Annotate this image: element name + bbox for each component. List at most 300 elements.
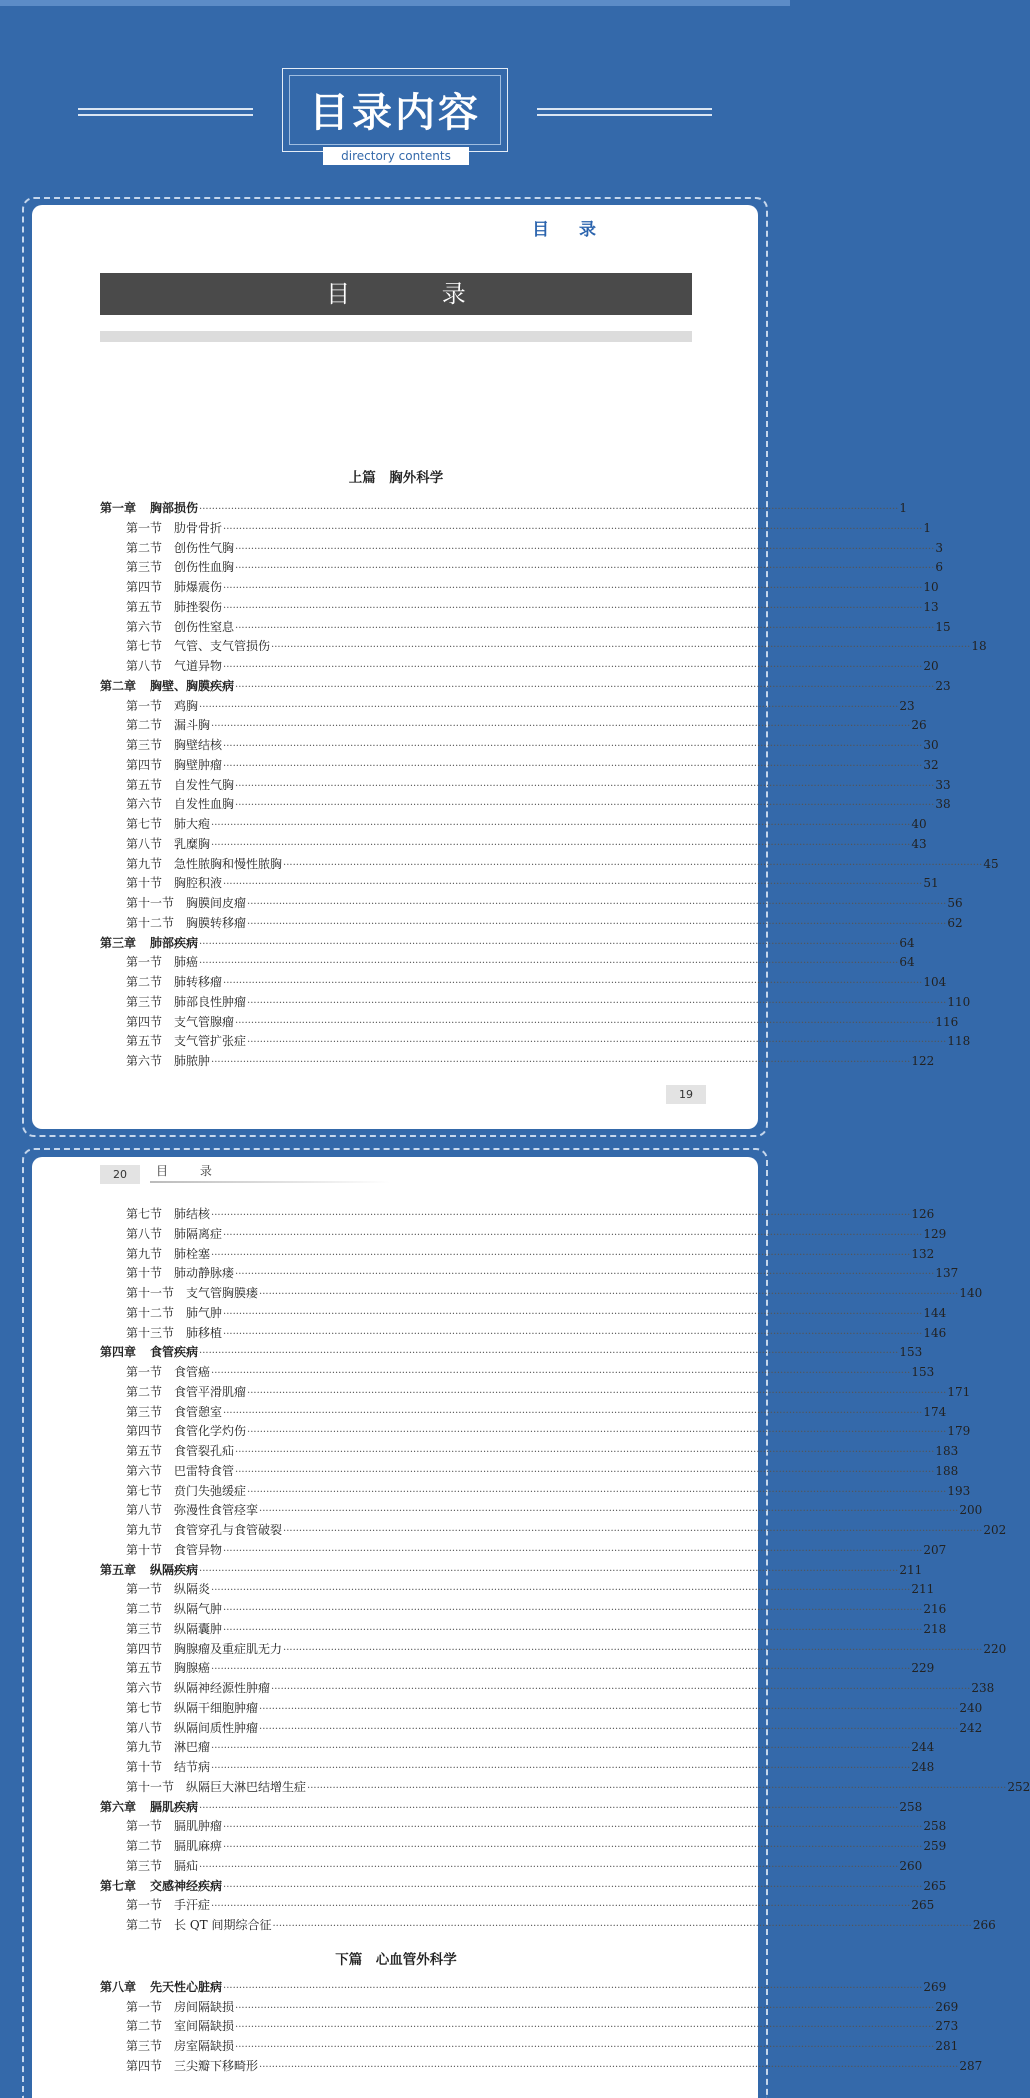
- toc-section-row[interactable]: [100, 1383, 971, 1403]
- toc-entry-label: [100, 1284, 258, 1304]
- toc-entry-title: 食管癌: [174, 1365, 211, 1379]
- toc-entry-title: 弥漫性食管痉挛: [174, 1503, 259, 1518]
- toc-entry-title: 肺脓肿: [174, 1054, 211, 1068]
- toc-entry-title: 肺动静脉瘘: [174, 1266, 235, 1281]
- toc-leader-dots: ····························································································································································································································: [247, 899, 947, 910]
- toc-section-row[interactable]: [100, 1284, 983, 1304]
- toc-page-number: 45: [983, 856, 999, 871]
- toc-entry-label: [100, 1245, 210, 1265]
- toc-entry-title: 淋巴瘤: [174, 1740, 211, 1755]
- toc-entry-number: 第一章: [100, 501, 137, 515]
- toc-page-number: 51: [923, 876, 939, 891]
- toc-page-number: 18: [971, 639, 987, 654]
- toc-entry-label: [100, 1659, 210, 1679]
- toc-section-row[interactable]: [100, 1013, 959, 1033]
- toc-leader-dots: ····························································································································································································································: [199, 938, 899, 950]
- toc-section-row[interactable]: [100, 1679, 995, 1699]
- toc-section-row[interactable]: [100, 1541, 947, 1561]
- toc-entry-number: 第七节: [126, 817, 163, 831]
- toc-entry-label: [100, 1541, 222, 1561]
- toc-entry-title: 肺气肿: [186, 1305, 223, 1320]
- toc-entry-title: 支气管胸膜瘘: [186, 1286, 259, 1300]
- toc-section-row[interactable]: [100, 1857, 923, 1877]
- toc-entry-title: 肺挫裂伤: [174, 599, 223, 614]
- toc-entry-title: 纵隔间质性肿瘤: [174, 1720, 259, 1735]
- toc-entry-label: [100, 855, 282, 875]
- toc-section-row[interactable]: [100, 953, 915, 973]
- toc-page-number: 10: [923, 580, 939, 594]
- toc-entry-title: 乳糜胸: [174, 836, 211, 851]
- toc-section-row[interactable]: [100, 1363, 935, 1383]
- toc-entry-label: [100, 1032, 246, 1052]
- toc-page-number: 43: [911, 836, 927, 851]
- toc-page-number: 211: [911, 1582, 935, 1597]
- toc-page-number: 269: [935, 1999, 959, 2014]
- toc-chapter-row[interactable]: [100, 1798, 923, 1818]
- banner-title-frame: [282, 68, 508, 163]
- toc-section-row[interactable]: [100, 835, 927, 855]
- toc-entry-number: 第五节: [126, 1661, 163, 1676]
- toc-page-number: 265: [923, 1878, 947, 1893]
- toc-entry-number: 第二章: [100, 678, 137, 693]
- toc-entry-label: [100, 973, 222, 993]
- toc-entry-title: 纵隔干细胞肿瘤: [174, 1700, 259, 1715]
- toc-section-row[interactable]: [100, 2037, 959, 2057]
- toc-page-number: 15: [935, 619, 951, 634]
- toc-page-number: 32: [923, 757, 939, 772]
- toc-entry-label: [100, 1896, 210, 1916]
- toc-section-row[interactable]: [100, 1817, 947, 1837]
- toc-page-number: 64: [899, 935, 915, 950]
- page-number: 20: [100, 1165, 140, 1184]
- toc-leader-dots: ····························································································································································································································: [223, 1328, 923, 1340]
- toc-entry-title: 胸壁、胸膜疾病: [150, 678, 235, 693]
- toc-entry-title: 气管、支气管损伤: [174, 639, 271, 654]
- toc-entry-label: [100, 1798, 198, 1818]
- toc-entry-label: [100, 716, 210, 736]
- toc-entry-label: [100, 1501, 258, 1521]
- toc-entry-title: 纵隔巨大淋巴结增生症: [186, 1779, 307, 1794]
- toc-page-number: 23: [899, 698, 915, 713]
- toc-leader-dots: ····························································································································································································································: [223, 741, 923, 752]
- toc-entry-title: 纵隔神经源性肿瘤: [174, 1681, 271, 1695]
- toc-entry-title: 肺转移瘤: [174, 975, 223, 989]
- toc-section-row[interactable]: [100, 697, 915, 717]
- toc-section-row[interactable]: [100, 1758, 935, 1778]
- toc-entry-number: 第四节: [126, 580, 163, 594]
- toc-entry-number: 第一节: [126, 520, 163, 535]
- toc-entry-label: [100, 1383, 246, 1403]
- toc-entry-label: [100, 637, 270, 657]
- toc-section-row[interactable]: [100, 1304, 947, 1324]
- toc-leader-dots: ····························································································································································································································: [211, 820, 911, 831]
- toc-chapter-row[interactable]: [100, 1978, 947, 1998]
- toc-entry-title: 手汗症: [174, 1898, 211, 1913]
- toc-entry-title: 支气管腺瘤: [174, 1014, 235, 1029]
- toc-entry-number: 第六节: [126, 1681, 163, 1695]
- toc-entry-title: 肺部疾病: [150, 935, 199, 950]
- toc-section-row[interactable]: [100, 1205, 935, 1225]
- toc-entry-number: 第八节: [126, 1720, 163, 1735]
- toc-entry-label: [100, 2057, 258, 2077]
- toc-part-heading: 上篇 胸外科学: [348, 470, 444, 486]
- toc-section-row[interactable]: [100, 1442, 959, 1462]
- toc-entry-title: 鸡胸: [174, 698, 199, 713]
- toc-page-number: 3: [935, 540, 943, 555]
- toc-page-number: 242: [959, 1720, 983, 1735]
- toc-entry-label: [100, 914, 246, 934]
- toc-section-row[interactable]: [100, 1462, 959, 1482]
- toc-entry-label: [100, 1837, 222, 1857]
- toc-page-number: 179: [947, 1424, 971, 1439]
- toc-entry-title: 纵隔疾病: [150, 1562, 199, 1577]
- toc-entry-title: 三尖瓣下移畸形: [174, 2058, 259, 2073]
- toc-section-row[interactable]: [100, 1225, 947, 1245]
- toc-entry-label: [100, 618, 234, 638]
- toc-entry-label: [100, 1304, 222, 1324]
- toc-entry-number: 第一节: [126, 698, 163, 713]
- toc-entry-label: [100, 578, 222, 598]
- toc-chapter-row[interactable]: [100, 1877, 947, 1897]
- toc-entry-title: 交感神经疾病: [150, 1878, 223, 1893]
- toc-page-number: 137: [935, 1266, 959, 1281]
- toc-section-row[interactable]: [100, 1052, 935, 1072]
- toc-entry-number: 第十三节: [126, 1325, 175, 1340]
- toc-leader-dots: ····························································································································································································································: [223, 602, 923, 614]
- page-corner-label: 目 录: [532, 220, 608, 240]
- toc-entry-label: [100, 1817, 222, 1837]
- toc-entry-label: [100, 953, 198, 973]
- toc-page-number: 238: [971, 1681, 995, 1695]
- toc-section-row[interactable]: [100, 578, 939, 598]
- toc-page-number: 64: [899, 955, 915, 970]
- toc-section-row[interactable]: [100, 2017, 959, 2037]
- toc-leader-dots: ····························································································································································································································: [247, 1427, 947, 1439]
- toc-section-row[interactable]: [100, 815, 927, 835]
- toc-entry-title: 创伤性血胸: [174, 560, 235, 575]
- top-strip: [0, 0, 790, 6]
- toc-section-row[interactable]: [100, 1620, 947, 1640]
- toc-entry-number: 第七节: [126, 1700, 163, 1715]
- toc-section-row[interactable]: [100, 736, 939, 756]
- toc-entry-number: 第一节: [126, 1582, 163, 1597]
- toc-leader-dots: ····························································································································································································································: [223, 760, 923, 772]
- toc-section-row[interactable]: [100, 716, 927, 736]
- toc-page-number: 258: [923, 1819, 947, 1834]
- toc-entry-title: 支气管扩张症: [174, 1034, 247, 1049]
- toc-page-number: 218: [923, 1621, 947, 1636]
- running-header-rule: [150, 1181, 390, 1183]
- toc-leader-dots: ····························································································································································································································: [211, 1743, 911, 1755]
- toc-leader-dots: ····························································································································································································································: [223, 1624, 923, 1636]
- toc-section-row[interactable]: [100, 1738, 935, 1758]
- toc-entry-number: 第十一节: [126, 896, 175, 910]
- toc-section-row[interactable]: [100, 1245, 935, 1265]
- toc-entry-label: [100, 776, 234, 796]
- toc-entry-number: 第三节: [126, 1858, 163, 1873]
- toc-entry-label: [100, 993, 246, 1013]
- toc-section-row[interactable]: [100, 1032, 971, 1052]
- toc-section-row[interactable]: [100, 914, 963, 934]
- toc-entry-number: 第六章: [100, 1799, 137, 1814]
- toc-section-row[interactable]: [100, 598, 939, 618]
- toc-section-row[interactable]: [100, 1521, 1007, 1541]
- toc-leader-dots: ····························································································································································································································: [235, 1466, 935, 1478]
- toc-entry-number: 第七节: [126, 1207, 163, 1221]
- toc-page-number: 40: [911, 817, 927, 831]
- toc-entry-label: [100, 1225, 222, 1245]
- toc-section-row[interactable]: [100, 1324, 947, 1344]
- toc-leader-dots: ····························································································································································································································: [223, 978, 923, 989]
- toc-entry-number: 第二节: [126, 1839, 163, 1853]
- toc-section-row[interactable]: [100, 1501, 983, 1521]
- toc-section-row[interactable]: [100, 2057, 983, 2077]
- toc-entry-title: 肺大疱: [174, 817, 211, 831]
- toc-section-row[interactable]: [100, 1699, 983, 1719]
- toc-entry-number: 第三节: [126, 1404, 163, 1419]
- toc-entry-title: 漏斗胸: [174, 718, 211, 733]
- toc-entry-number: 第八章: [100, 1979, 137, 1994]
- toc-section-row[interactable]: [100, 519, 931, 539]
- toc-section-row[interactable]: [100, 1719, 983, 1739]
- toc-entry-label: [100, 1580, 210, 1600]
- toc-chapter-row[interactable]: [100, 934, 915, 954]
- toc-entry-number: 第十节: [126, 1266, 163, 1281]
- toc-entry-title: 胸壁肿瘤: [174, 757, 223, 772]
- toc-entry-number: 第二节: [126, 2019, 163, 2034]
- toc-leader-dots: ····························································································································································································································: [199, 1348, 899, 1360]
- toc-entry-title: 创伤性窒息: [174, 619, 235, 634]
- toc-entry-title: 胸膜转移瘤: [186, 915, 247, 930]
- toc-chapter-row[interactable]: [100, 1561, 923, 1581]
- toc-entry-number: 第八节: [126, 1503, 163, 1518]
- toc-entry-label: [100, 756, 222, 776]
- toc-entry-title: 食管穿孔与食管破裂: [174, 1523, 283, 1537]
- toc-section-row[interactable]: [100, 1837, 947, 1857]
- toc-entry-number: 第八节: [126, 1226, 163, 1241]
- toc-entry-number: 第四节: [126, 1641, 163, 1656]
- toc-entry-number: 第一节: [126, 1819, 163, 1834]
- toc-entry-title: 先天性心脏病: [150, 1979, 223, 1994]
- toc-entry-number: 第四章: [100, 1345, 137, 1360]
- toc-entry-number: 第二节: [126, 1384, 163, 1399]
- toc-page-number: 62: [947, 915, 963, 930]
- toc-section-row[interactable]: [100, 855, 999, 875]
- toc-list: [100, 465, 999, 1072]
- toc-chapter-row[interactable]: [100, 499, 907, 519]
- toc-page-number: 240: [959, 1700, 983, 1715]
- toc-page-number: 1: [899, 501, 907, 515]
- toc-section-row[interactable]: [100, 776, 951, 796]
- toc-page-number: 258: [899, 1799, 923, 1814]
- toc-section-row[interactable]: [100, 637, 987, 657]
- toc-section-row[interactable]: [100, 973, 947, 993]
- toc-section-row[interactable]: [100, 1998, 959, 2018]
- toc-page-number: 23: [935, 678, 951, 693]
- toc-page-number: 265: [911, 1898, 935, 1913]
- toc-leader-dots: ····························································································································································································································: [272, 1921, 972, 1932]
- toc-section-row[interactable]: [100, 795, 951, 815]
- toc-entry-number: 第七节: [126, 639, 163, 654]
- toc-section-row[interactable]: [100, 874, 939, 894]
- toc-entry-number: 第三节: [126, 1621, 163, 1636]
- toc-section-row[interactable]: [100, 1896, 935, 1916]
- toc-entry-label: [100, 499, 198, 519]
- toc-entry-label: [100, 1343, 198, 1363]
- toc-entry-title: 长 QT 间期综合征: [174, 1918, 272, 1932]
- toc-entry-number: 第六节: [126, 1463, 163, 1478]
- toc-leader-dots: ····························································································································································································································: [247, 997, 947, 1009]
- toc-entry-label: [100, 1052, 210, 1072]
- toc-entry-label: [100, 1640, 282, 1660]
- toc-entry-title: 食管裂孔疝: [174, 1444, 235, 1458]
- toc-entry-label: [100, 1916, 272, 1936]
- toc-section-row[interactable]: [100, 1916, 996, 1936]
- toc-entry-title: 肺结核: [174, 1207, 211, 1221]
- toc-entry-number: 第三章: [100, 935, 137, 950]
- toc-entry-number: 第六节: [126, 797, 163, 812]
- toc-page-number: 174: [923, 1404, 947, 1419]
- toc-section-row[interactable]: [100, 894, 963, 914]
- toc-entry-title: 胸壁结核: [174, 738, 223, 752]
- toc-chapter-row[interactable]: [100, 677, 951, 697]
- toc-leader-dots: ····························································································································································································································: [211, 1249, 911, 1261]
- toc-section-row[interactable]: [100, 558, 943, 578]
- toc-page-number: 171: [947, 1384, 971, 1399]
- toc-entry-number: 第十一节: [126, 1779, 175, 1794]
- toc-entry-label: [100, 1442, 234, 1462]
- toc-page-number: 183: [935, 1444, 959, 1458]
- toc-title-bar: 目 录: [100, 273, 692, 315]
- toc-section-row[interactable]: [100, 1580, 935, 1600]
- toc-entry-number: 第十一节: [126, 1286, 175, 1300]
- toc-leader-dots: ····························································································································································································································: [259, 2061, 959, 2073]
- toc-entry-label: [100, 1778, 306, 1798]
- toc-entry-title: 食管平滑肌瘤: [174, 1384, 247, 1399]
- toc-leader-dots: ····························································································································································································································: [235, 800, 935, 812]
- toc-entry-label: [100, 677, 234, 697]
- toc-leader-dots: ····························································································································································································································: [247, 918, 947, 930]
- toc-entry-number: 第三节: [126, 2039, 163, 2053]
- toc-section-row[interactable]: [100, 1482, 971, 1502]
- toc-entry-label: [100, 2037, 234, 2057]
- toc-leader-dots: ····························································································································································································································: [223, 1605, 923, 1616]
- toc-page-number: 30: [923, 738, 939, 752]
- toc-page-number: 269: [923, 1979, 947, 1994]
- toc-leader-dots: ····························································································································································································································: [199, 1802, 899, 1814]
- toc-entry-number: 第一节: [126, 955, 163, 970]
- toc-section-row[interactable]: [100, 1640, 1007, 1660]
- toc-entry-number: 第十节: [126, 876, 163, 891]
- toc-entry-number: 第五节: [126, 777, 163, 792]
- toc-entry-number: 第三节: [126, 994, 163, 1009]
- toc-entry-label: [100, 1738, 210, 1758]
- toc-leader-dots: ····························································································································································································································: [223, 1407, 923, 1419]
- toc-entry-title: 食管化学灼伤: [174, 1424, 247, 1439]
- toc-section-row[interactable]: [100, 1422, 971, 1442]
- toc-entry-number: 第七章: [100, 1878, 137, 1893]
- toc-page-number: 248: [911, 1760, 935, 1774]
- toc-entry-label: [100, 1758, 210, 1778]
- header-banner: [0, 60, 790, 170]
- toc-entry-title: 膈肌麻痹: [174, 1839, 223, 1853]
- toc-section-row[interactable]: [100, 1600, 947, 1620]
- toc-page-number: 193: [947, 1483, 971, 1498]
- toc-entry-title: 肺栓塞: [174, 1246, 211, 1261]
- toc-section-row[interactable]: [100, 1659, 935, 1679]
- toc-entry-number: 第五章: [100, 1562, 137, 1577]
- toc-entry-title: 食管异物: [174, 1542, 223, 1557]
- toc-section-row[interactable]: [100, 1403, 947, 1423]
- toc-entry-label: [100, 1877, 222, 1897]
- toc-page-number: 104: [923, 975, 947, 989]
- toc-section-row[interactable]: [100, 657, 939, 677]
- toc-leader-dots: ····························································································································································································································: [235, 1447, 935, 1458]
- toc-chapter-row[interactable]: [100, 1343, 923, 1363]
- toc-entry-label: [100, 1521, 282, 1541]
- toc-entry-number: 第一节: [126, 1365, 163, 1379]
- toc-entry-number: 第一节: [126, 1999, 163, 2014]
- toc-entry-label: [100, 1620, 222, 1640]
- toc-entry-title: 胸部损伤: [150, 501, 199, 515]
- toc-entry-label: [100, 795, 234, 815]
- toc-entry-number: 第四节: [126, 1014, 163, 1029]
- toc-entry-title: 纵隔气肿: [174, 1602, 223, 1616]
- banner-subtitle: directory contents: [323, 147, 469, 165]
- toc-entry-label: [100, 1600, 222, 1620]
- running-header: 目 录: [156, 1164, 226, 1178]
- toc-section-row[interactable]: [100, 539, 943, 559]
- toc-entry-label: [100, 1482, 246, 1502]
- toc-entry-title: 膈疝: [174, 1858, 199, 1873]
- toc-page-number: 211: [899, 1562, 923, 1577]
- toc-leader-dots: ····························································································································································································································: [223, 879, 923, 891]
- toc-leader-dots: ····························································································································································································································: [271, 642, 971, 654]
- toc-entry-title: 胸腔积液: [174, 876, 223, 891]
- toc-leader-dots: ····························································································································································································································: [211, 839, 911, 851]
- toc-entry-title: 纵隔囊肿: [174, 1621, 223, 1636]
- toc-leader-dots: ····························································································································································································································: [283, 1644, 983, 1656]
- toc-section-row[interactable]: [100, 1778, 1030, 1798]
- toc-section-row[interactable]: [100, 993, 971, 1013]
- toc-page-number: 6: [935, 560, 943, 575]
- toc-page-number: 26: [911, 718, 927, 733]
- toc-entry-number: 第六节: [126, 1054, 163, 1068]
- toc-entry-label: [100, 1403, 222, 1423]
- toc-page-number: 33: [935, 777, 951, 792]
- toc-entry-number: 第三节: [126, 560, 163, 575]
- toc-leader-dots: ····························································································································································································································: [283, 859, 983, 871]
- toc-section-row[interactable]: [100, 756, 939, 776]
- toc-leader-dots: ····························································································································································································································: [223, 1881, 923, 1893]
- page-number: 19: [666, 1085, 706, 1104]
- toc-page-number: 252: [1007, 1779, 1030, 1794]
- toc-entry-number: 第二节: [126, 540, 163, 555]
- toc-section-row[interactable]: [100, 1264, 959, 1284]
- toc-page-number: 116: [935, 1014, 959, 1029]
- toc-entry-number: 第十二节: [126, 1305, 175, 1320]
- toc-leader-dots: ····························································································································································································································: [235, 2022, 935, 2034]
- toc-leader-dots: ····························································································································································································································: [235, 622, 935, 634]
- toc-entry-label: [100, 558, 234, 578]
- toc-entry-title: 食管憩室: [174, 1404, 223, 1419]
- toc-leader-dots: ····························································································································································································································: [259, 1506, 959, 1518]
- toc-entry-label: [100, 539, 234, 559]
- toc-section-row[interactable]: [100, 618, 951, 638]
- banner-right-rule: [537, 108, 712, 116]
- toc-entry-number: 第二节: [126, 975, 163, 989]
- toc-entry-title: 肺隔离症: [174, 1226, 223, 1241]
